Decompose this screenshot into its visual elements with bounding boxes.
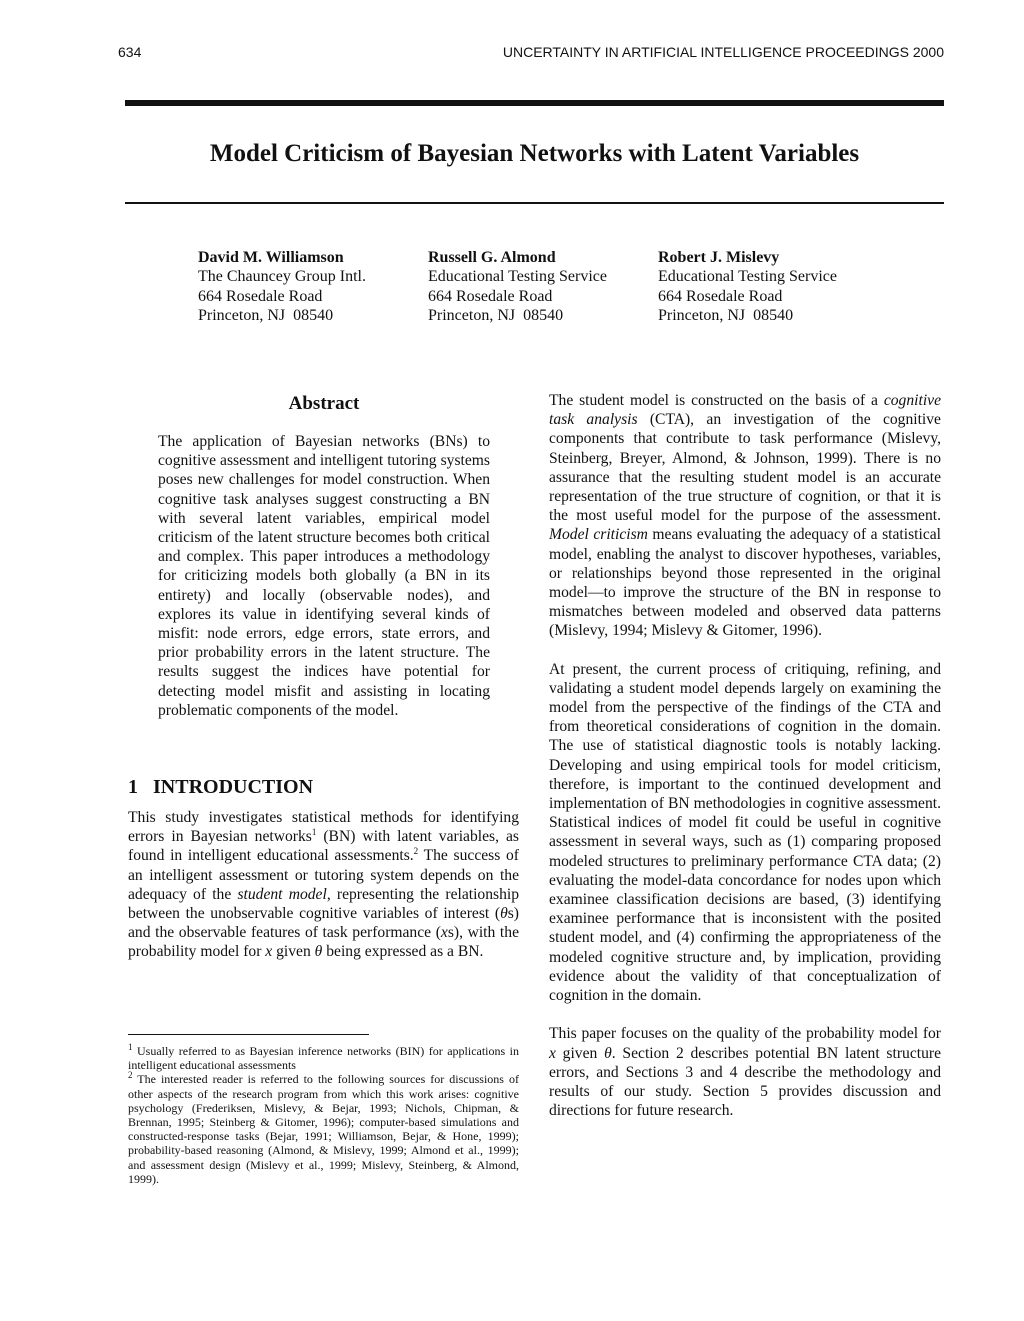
text-run: This paper focuses on the quality of the probability model for bbox=[549, 1025, 941, 1043]
text-run: , representing the relationship between the unobservable cognitive variables of interest ( bbox=[128, 885, 519, 923]
running-head: UNCERTAINTY IN ARTIFICIAL INTELLIGENCE PROCEEDINGS 2000 bbox=[502, 44, 944, 60]
italic-text: θ bbox=[500, 905, 508, 923]
text-run: (BN) with latent variables, as found in intelligent educational assessments. bbox=[128, 828, 519, 865]
author-city: Princeton, NJ 08540 bbox=[198, 306, 334, 324]
italic-text: Model criticism bbox=[549, 526, 648, 544]
footnotes bbox=[128, 1044, 519, 1186]
text-run: . Section 2 describes potential BN latent structure errors, and Sections 3 and 4 describe the methodology and results of our study. Section 5 provides discussion and directions for future research. bbox=[549, 1044, 941, 1120]
author-city: Princeton, NJ 08540 bbox=[658, 306, 794, 324]
footnote-text: Usually referred to as Bayesian inference networks (BIN) for applications in intelligent educational assessments bbox=[128, 1044, 519, 1073]
body-paragraph bbox=[549, 660, 941, 1006]
italic-text: student model bbox=[237, 885, 327, 903]
author-street: 664 Rosedale Road bbox=[198, 287, 323, 305]
author-city: Princeton, NJ 08540 bbox=[428, 306, 564, 324]
italic-text: x bbox=[265, 943, 273, 961]
text-run: At present, the current process of critiquing, refining, and validating a student model depends largely on examining the model from the perspective of the findings of the CTA and from theoretical considerations of cognition in the domain. The use of statistical diagnostic tools is notably lacking. Developing and using empirical tools for model criticism, therefore, is important to the continued development and implementation of BN methodologies in cognitive assessment. Statistical indices of model fit could be useful in cognitive assessment in several ways, such as (1) comparing proposed modeled structures to preliminary performance CTA data; (2) evaluating the model-data concordance for nodes upon which examinee classification decisions are based, (3) identifying examinee performance that is inconsistent with the posited student model, and (4) confirming the appropriateness of the modeled cognitive structure and, by implication, providing evidence about the validity of that conceptualization of cognition in the domain. bbox=[549, 660, 941, 1005]
body-paragraph bbox=[549, 391, 941, 641]
author-affiliation: The Chauncey Group Intl. bbox=[198, 268, 366, 286]
author-name: Robert J. Mislevy bbox=[658, 249, 780, 266]
abstract-text: The application of Bayesian networks (BNs) to cognitive assessment and intelligent tutoring systems poses new challenges for model construction. When cognitive task analyses suggest constructing a BN with several latent variables, empirical model criticism of the latent structure becomes both critical and complex. This paper introduces a methodology for criticizing models both globally (a BN in its entirety) and locally (observable nodes), and explores its value in identifying several kinds of misfit: node errors, edge errors, state errors, and prior probability errors in the latent structure. The results suggest the indices have potential for detecting model misfit and assisting in locating problematic components of the model. bbox=[158, 433, 490, 719]
text-run: The student model is constructed on the basis of a bbox=[549, 392, 884, 409]
author-block bbox=[198, 248, 366, 325]
footnote-rule bbox=[128, 1034, 369, 1035]
text-run: given bbox=[272, 943, 315, 961]
title-rule bbox=[125, 202, 944, 204]
right-column bbox=[549, 391, 941, 1139]
text-run: given bbox=[555, 1044, 605, 1062]
author-name: David M. Williamson bbox=[198, 249, 344, 266]
author-name: Russell G. Almond bbox=[428, 249, 556, 266]
italic-text: x bbox=[440, 924, 448, 942]
italic-text: cognitive task analysis bbox=[549, 392, 941, 429]
text-run: The success of an intelligent assessment or tutoring system depends on the adequacy of the bbox=[128, 847, 519, 903]
text-run: (CTA), an investigation of the cognitive components that contribute to task performance (Mislevy, Steinberg, Breyer, Almond, & Johnson, 1999). There is no assurance that the resulting student model is an accurate representation of the true structure of cognition, or that it is the most useful model for the purpose of the assessment. bbox=[549, 411, 941, 525]
italic-text: θ bbox=[604, 1044, 612, 1062]
author-affiliation: Educational Testing Service bbox=[428, 268, 607, 286]
body-paragraph bbox=[549, 1024, 941, 1120]
italic-text: x bbox=[549, 1044, 556, 1062]
footnote-reference: 1 bbox=[311, 827, 317, 838]
author-affiliation: Educational Testing Service bbox=[658, 268, 837, 286]
footnote-mark: 2 bbox=[128, 1070, 133, 1081]
author-street: 664 Rosedale Road bbox=[428, 287, 553, 305]
footnote-reference: 2 bbox=[413, 846, 419, 857]
text-run: s) and the observable features of task performance ( bbox=[128, 905, 519, 942]
text-run: being expressed as a BN. bbox=[322, 943, 484, 961]
author-street: 664 Rosedale Road bbox=[658, 287, 783, 305]
author-block bbox=[658, 248, 837, 325]
footnote bbox=[128, 1044, 519, 1072]
author-block bbox=[428, 248, 607, 325]
footnote bbox=[128, 1072, 519, 1186]
text-run: s), with the probability model for bbox=[128, 924, 519, 961]
footnote-text: The interested reader is referred to the following sources for discussions of other aspects of the research program from which this work arises: cognitive psychology (Frederiksen, Mislevy, & Bejar, 1993; Nichols, Chipman, & Brennan, 1995; Steinberg & Gitomer, 1996); computer-based simulations and constructed-response tasks (Bejar, 1991; Williamson, Bejar, & Hone, 1999); probability-based reasoning (Almond, & Mislevy, 1999; Almond et al., 1999); and assessment design (Mislevy et al., 1999; Mislevy, Steinberg, & Almond, 1999). bbox=[128, 1072, 519, 1186]
page-number: 634 bbox=[118, 44, 142, 60]
text-run: means evaluating the adequacy of a statistical model, enabling the analyst to discover hypotheses, variables, or relationships beyond those represented in the original model—to improve the structure of the BN in response to mismatches between modeled and observed data patterns (Mislevy, 1994; Mislevy & Gitomer, 1996). bbox=[549, 526, 941, 640]
paper-title: Model Criticism of Bayesian Networks with Latent Variables bbox=[209, 140, 860, 167]
text-run: This study investigates statistical methods for identifying errors in Bayesian networks bbox=[128, 809, 519, 846]
section-heading: 1 INTRODUCTION bbox=[128, 776, 314, 798]
footnote-mark: 1 bbox=[128, 1042, 133, 1052]
abstract-heading: Abstract bbox=[288, 393, 360, 414]
italic-text: θ bbox=[314, 943, 323, 961]
intro-paragraph bbox=[128, 808, 519, 962]
top-rule bbox=[125, 100, 944, 106]
